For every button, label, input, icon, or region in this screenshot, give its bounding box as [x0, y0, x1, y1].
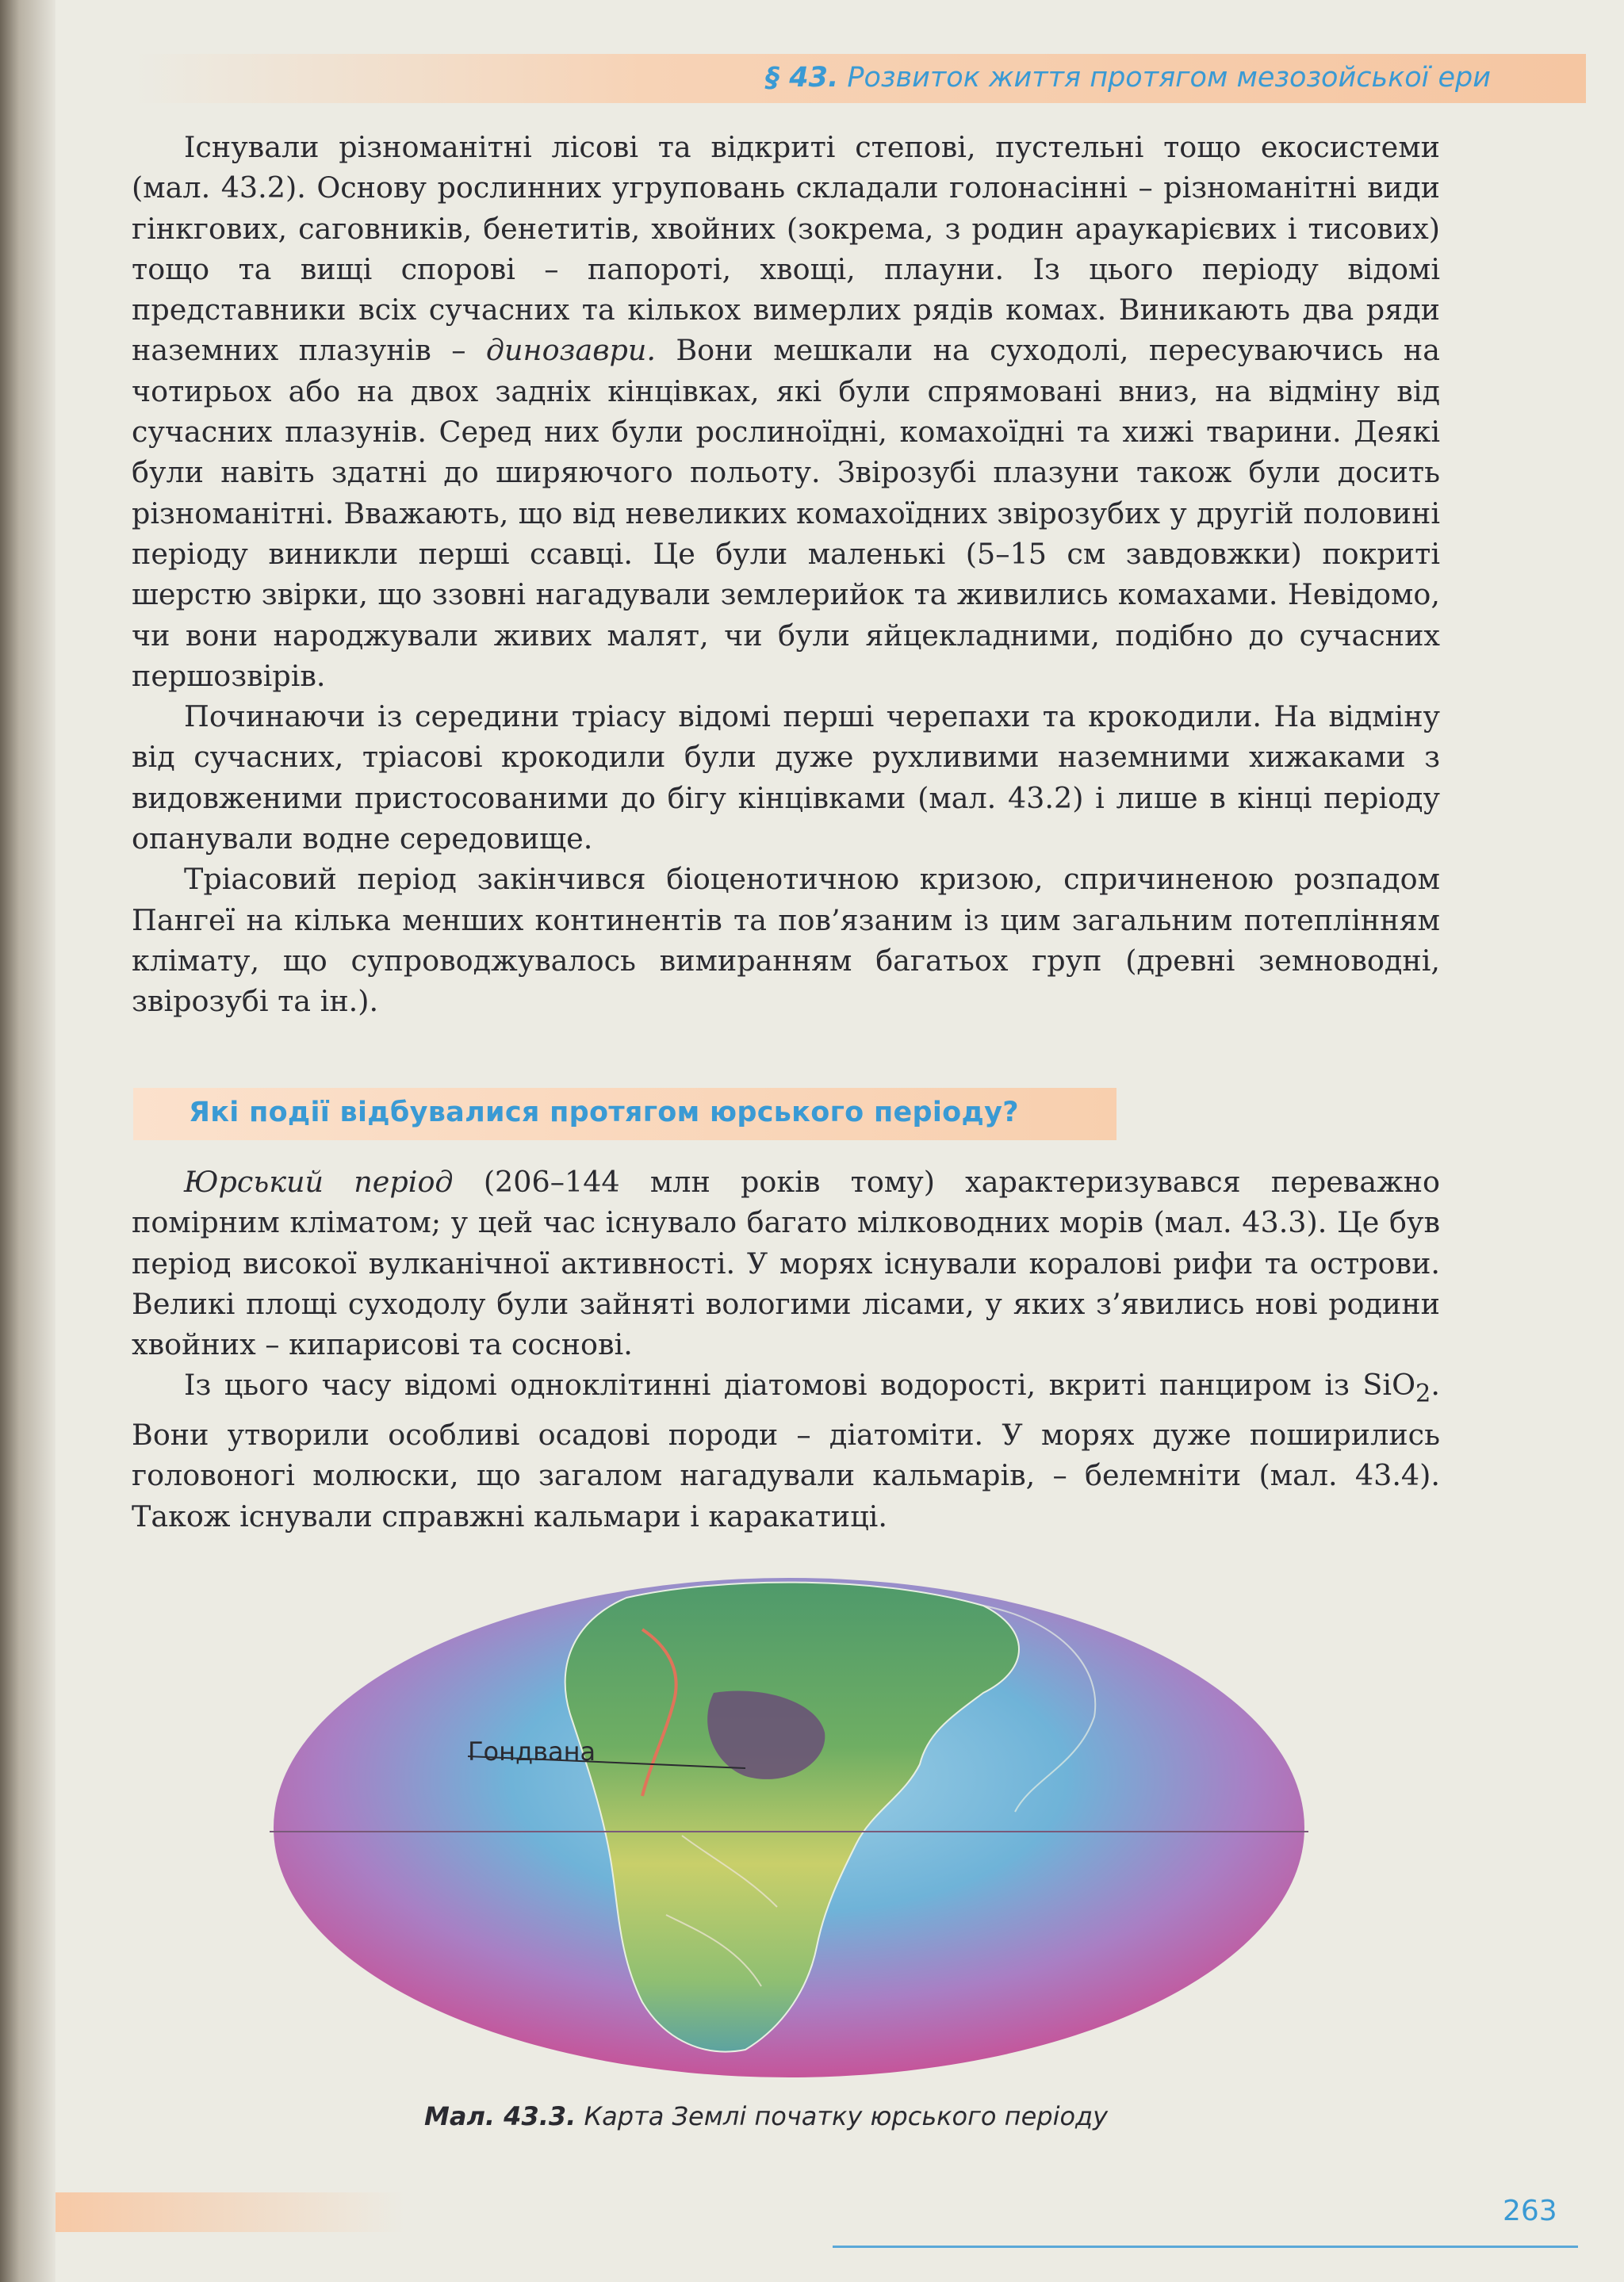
subscript: 2 [1415, 1380, 1431, 1408]
footer-rule [833, 2246, 1578, 2248]
footer-accent-band [56, 2192, 404, 2232]
map-label-gondwana: Гондвана [468, 1736, 596, 1767]
paragraph-text: (206–144 млн років тому) характеризувався переважно помірним кліматом; у цей час існувало багато мілководних морів (мал. 43.3). Це був період високої вулканічної активності. У морях існували коралові рифи та острови. Великі площі суходолу були зайняті вологими лісами, у яких з’явились нові родини хвойних – кипарисові та соснові. [132, 1165, 1440, 1362]
paragraph-text: Вони мешкали на суходолі, пересуваючись на чотирьох або на двох задніх кінцівках, які були спрямовані вниз, на відміну від сучасних плазунів. Серед них були рослиноїдні, комахоїдні та хижі тварини. Деякі були навіть здатні до ширяючого польоту. Звірозубі плазуни також були досить різноманітні. Вважають, що від невеликих комахоїдних звірозубих у другій половині періоду виникли перші ссавці. Це були маленькі (5–15 см завдовжки) покриті шерстю звірки, що ззовні нагадували землерийок та живились комахами. Невідомо, чи вони народжували живих малят, чи були яйцекладними, подібно до сучасних першозвірів. [132, 333, 1441, 693]
section-heading-jurassic [133, 1088, 1116, 1140]
paragraph-jurassic-climate [132, 1162, 1440, 1365]
section-title: Розвиток життя протягом мезозойської ери [847, 62, 1491, 94]
caption-number: Мал. 43.3. [424, 2101, 576, 2131]
paragraph-turtles-crocodiles: Починаючи із середини тріасу відомі перші черепахи та крокодили. На відміну від сучасних, тріасові крокодили були дуже рухливими наземними хижаками з видовженими пристосованими до бігу кінцівками (мал. 43.2) і лише в кінці періоду опанували водне середовище. [132, 699, 1440, 856]
map-illustration [270, 1574, 1308, 2081]
running-header-text [766, 62, 1491, 94]
paragraph-text: Існували різноманітні лісові та відкриті степові, пустельні тощо екосистеми (мал. 43.2). Основу рослинних угруповань складали голонасінні – різноманітні види гінкгових, саговників, бенетитів, хвойних (зокрема, з родин араукарієвих і тисових) тощо та вищі спорові – папороті, хвощі, плауни. Із цього періоду відомі представники всіх сучасних та кількох вимерлих рядів комах. Виникають два ряди наземних плазунів – [132, 130, 1440, 368]
term-jurassic-period: Юрський період [184, 1165, 454, 1199]
text-block-jurassic [132, 1162, 1440, 1537]
jurassic-earth-map [270, 1574, 1308, 2081]
running-header [135, 54, 1586, 103]
paragraph-diatoms [132, 1365, 1440, 1536]
paragraph-triassic-end: Тріасовий період закінчився біоценотичною кризою, спричиненою розпадом Пангеї на кілька менших континентів та пов’язаним із цим загальним потеплінням клімату, що супроводжувалось вимиранням багатьох груп (древні земноводні, звірозубі та ін.). [132, 862, 1440, 1019]
caption-text: Карта Землі початку юрського періоду [584, 2101, 1109, 2131]
paragraph-text: . Вони утворили особливі осадові породи – діатоміти. У морях дуже поширились головоногі молюски, що загалом нагадували кальмарів, – белемніти (мал. 43.4). Також існували справжні кальмари і каракатиці. [132, 1368, 1440, 1533]
paragraph-ecosystems [132, 127, 1440, 696]
section-number: § 43. [765, 62, 839, 94]
section-heading-text: Які події відбувалися протягом юрського періоду? [189, 1097, 1019, 1128]
figure-caption [424, 2101, 1108, 2131]
paragraph-text: Із цього часу відомі одноклітинні діатомові водорості, вкриті панциром із SiO [184, 1368, 1416, 1403]
term-dinosaurs: динозаври. [485, 333, 656, 368]
page-number: 263 [1503, 2195, 1557, 2227]
page-binding-shadow [0, 0, 56, 2282]
text-block-triassic [132, 127, 1440, 1022]
